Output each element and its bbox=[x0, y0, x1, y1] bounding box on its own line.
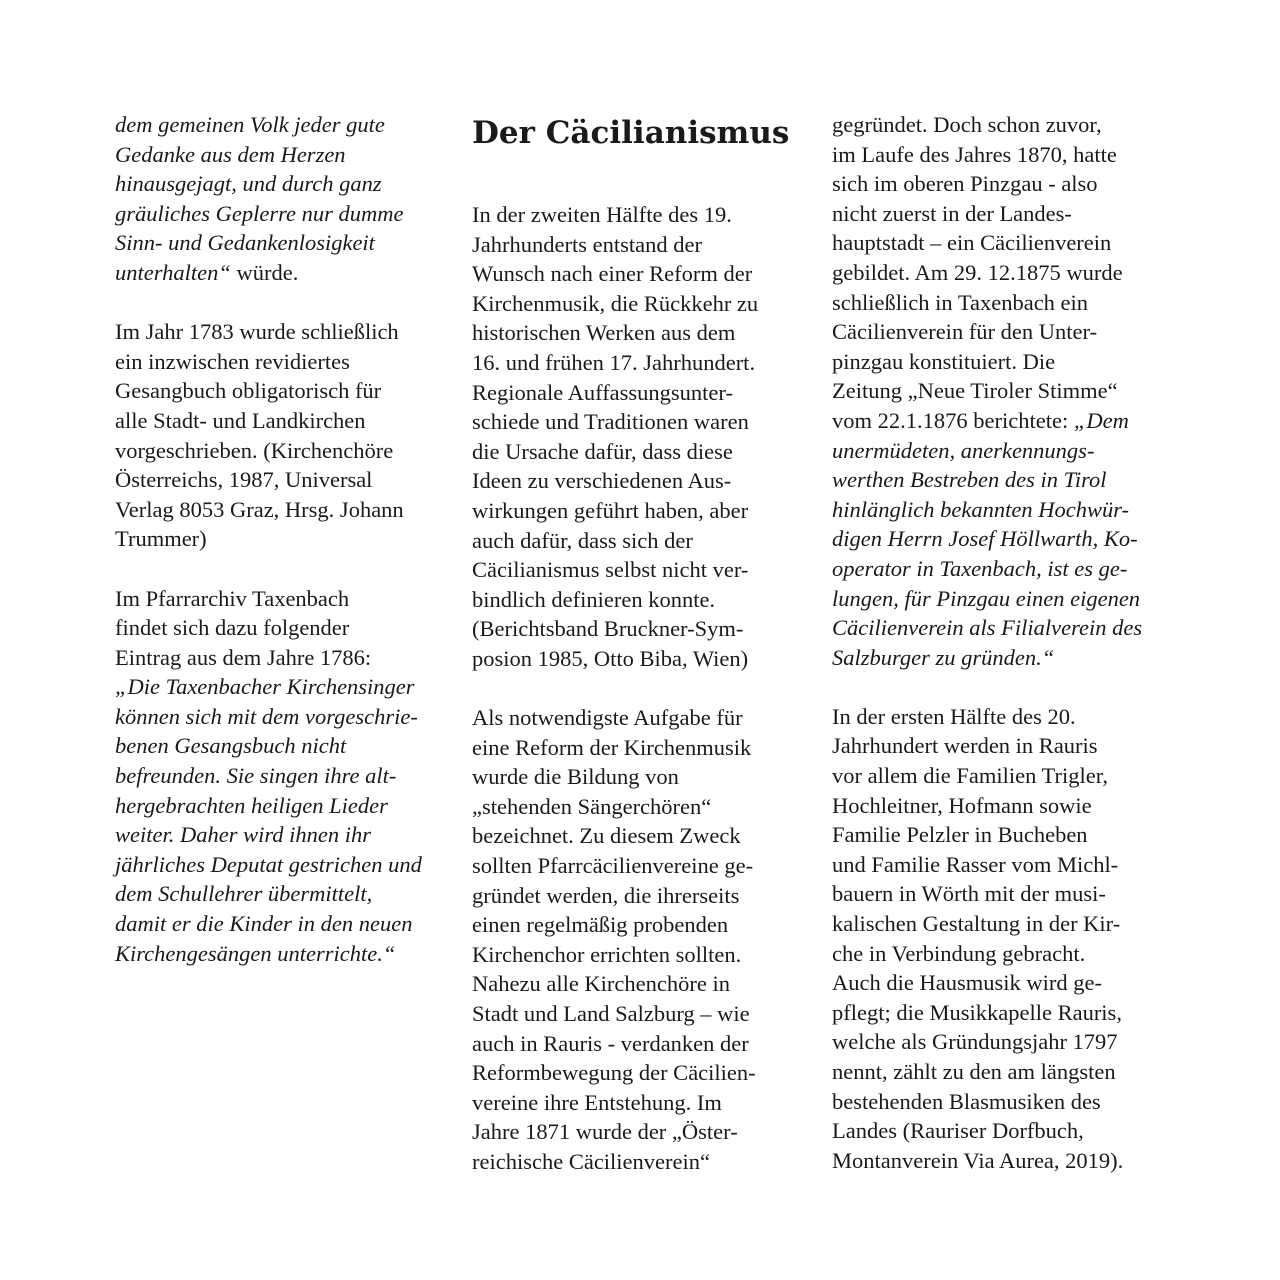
text-line bbox=[472, 614, 812, 644]
text-line bbox=[832, 495, 1177, 525]
text-span: Hochleitner, Hofmann sowie bbox=[832, 792, 1092, 818]
text-span: Stadt und Land Salzburg – wie bbox=[472, 1001, 750, 1027]
text-span: Zeitung „Neue Tiroler Stimme“ bbox=[832, 378, 1118, 404]
text-span: Jahrhunderts entstand der bbox=[472, 231, 702, 257]
text-line bbox=[115, 584, 455, 614]
text-span: che in Verbindung gebracht. bbox=[832, 940, 1086, 966]
text-line bbox=[832, 140, 1177, 170]
italic-text-span: lungen, für Pinzgau einen eigenen bbox=[832, 585, 1141, 611]
text-span: Jahre 1871 wurde der „Öster- bbox=[472, 1119, 738, 1145]
text-line bbox=[115, 879, 455, 909]
text-span: vom 22.1.1876 berichtete: bbox=[832, 407, 1074, 433]
text-line bbox=[472, 703, 812, 733]
italic-text-span: hinlänglich bekannten Hochwür- bbox=[832, 496, 1129, 522]
italic-text-span: dem gemeinen Volk jeder gute bbox=[115, 112, 385, 137]
italic-text-span: Sinn- und Gedankenlosigkeit bbox=[115, 230, 375, 256]
text-line bbox=[472, 1029, 812, 1059]
text-line bbox=[832, 1146, 1177, 1176]
text-line bbox=[472, 318, 812, 348]
text-line bbox=[115, 110, 455, 140]
text-line bbox=[832, 376, 1177, 406]
text-line bbox=[115, 613, 455, 643]
text-span: vereine ihre Entstehung. Im bbox=[472, 1089, 722, 1115]
text-span: schiede und Traditionen waren bbox=[472, 409, 749, 435]
text-span: Gesangbuch obligatorisch für bbox=[115, 378, 382, 404]
italic-text-span: benen Gesangsbuch nicht bbox=[115, 733, 347, 759]
text-line bbox=[115, 347, 455, 377]
text-line bbox=[832, 406, 1177, 436]
text-line bbox=[115, 169, 455, 199]
text-span: gegründet. Doch schon zuvor, bbox=[832, 112, 1102, 137]
text-line bbox=[472, 792, 812, 822]
text-line bbox=[472, 230, 812, 260]
text-line bbox=[832, 317, 1177, 347]
text-line bbox=[472, 526, 812, 556]
text-line bbox=[472, 1088, 812, 1118]
text-line bbox=[832, 613, 1177, 643]
text-span: sollten Pfarrcäcilienvereine ge- bbox=[472, 853, 754, 879]
text-line bbox=[115, 436, 455, 466]
text-span: historischen Werken aus dem bbox=[472, 320, 736, 346]
text-line bbox=[832, 791, 1177, 821]
text-span: Familie Pelzler in Bucheben bbox=[832, 822, 1088, 848]
text-line bbox=[832, 998, 1177, 1028]
text-line bbox=[832, 731, 1177, 761]
text-line bbox=[832, 554, 1177, 584]
text-span: Cäcilienverein für den Unter- bbox=[832, 319, 1098, 345]
text-span: bestehenden Blasmusiken des bbox=[832, 1088, 1101, 1114]
italic-text-span: digen Herrn Josef Höllwarth, Ko- bbox=[832, 526, 1138, 552]
text-line bbox=[472, 259, 812, 289]
text-line bbox=[115, 702, 455, 732]
text-span: auch in Rauris - verdanken der bbox=[472, 1030, 749, 1056]
text-span: findet sich dazu folgender bbox=[115, 615, 350, 641]
text-span: „stehenden Sängerchören“ bbox=[472, 793, 712, 819]
italic-text-span: gräuliches Geplerre nur dumme bbox=[115, 200, 404, 226]
text-span: Als notwendigste Aufgabe für bbox=[472, 705, 743, 731]
text-span: pflegt; die Musikkapelle Rauris, bbox=[832, 999, 1122, 1025]
text-line bbox=[472, 1117, 812, 1147]
text-span: Österreichs, 1987, Universal bbox=[115, 467, 373, 493]
text-span: Im Pfarrarchiv Taxenbach bbox=[115, 585, 350, 611]
italic-text-span: jährliches Deputat gestrichen und bbox=[115, 851, 422, 877]
text-span: eine Reform der Kirchenmusik bbox=[472, 734, 752, 760]
text-line bbox=[832, 850, 1177, 880]
right-text-column bbox=[832, 110, 1177, 1175]
text-line bbox=[115, 850, 455, 880]
text-span: bindlich definieren konnte. bbox=[472, 586, 716, 612]
text-span: vorgeschrieben. (Kirchenchöre bbox=[115, 437, 394, 463]
text-span: bauern in Wörth mit der musi- bbox=[832, 881, 1106, 907]
text-span: reichische Cäcilienverein“ bbox=[472, 1149, 710, 1174]
left-text-column bbox=[115, 110, 455, 968]
text-line bbox=[115, 939, 455, 969]
text-span: Auch die Hausmusik wird ge- bbox=[832, 970, 1102, 996]
text-line bbox=[472, 496, 812, 526]
italic-text-span: weiter. Daher wird ihnen ihr bbox=[115, 822, 372, 848]
text-span: pinzgau konstituiert. Die bbox=[832, 348, 1056, 374]
text-span: würde. bbox=[230, 259, 299, 285]
text-line bbox=[832, 1057, 1177, 1087]
text-line bbox=[115, 199, 455, 229]
italic-text-span: „Dem bbox=[1073, 407, 1129, 433]
paragraph-gap bbox=[115, 554, 455, 584]
text-line bbox=[472, 969, 812, 999]
text-line bbox=[115, 731, 455, 761]
text-line bbox=[472, 348, 812, 378]
text-line bbox=[115, 791, 455, 821]
text-line bbox=[472, 999, 812, 1029]
paragraph-gap bbox=[832, 672, 1177, 702]
text-line bbox=[472, 644, 812, 674]
text-span: wirkungen geführt haben, aber bbox=[472, 497, 749, 523]
text-span: 16. und frühen 17. Jahrhundert. bbox=[472, 349, 756, 375]
text-line bbox=[115, 317, 455, 347]
text-line bbox=[832, 909, 1177, 939]
italic-text-span: hinausgejagt, und durch ganz bbox=[115, 171, 382, 197]
text-line bbox=[472, 289, 812, 319]
italic-text-span: Salzburger zu gründen.“ bbox=[832, 644, 1055, 670]
middle-column-body bbox=[472, 200, 812, 1177]
text-line bbox=[472, 910, 812, 940]
text-line bbox=[115, 909, 455, 939]
text-line bbox=[472, 881, 812, 911]
text-span: vor allem die Familien Trigler, bbox=[832, 763, 1108, 789]
text-line bbox=[832, 761, 1177, 791]
text-line bbox=[832, 1027, 1177, 1057]
text-line bbox=[115, 465, 455, 495]
paragraph-gap bbox=[472, 674, 812, 704]
text-line bbox=[832, 436, 1177, 466]
text-span: welche als Gründungsjahr 1797 bbox=[832, 1029, 1118, 1055]
text-span: Im Jahr 1783 wurde schließlich bbox=[115, 319, 399, 345]
text-line bbox=[472, 200, 812, 230]
text-span: ein inzwischen revidiertes bbox=[115, 348, 350, 374]
text-line bbox=[832, 465, 1177, 495]
text-span: Landes (Rauriser Dorfbuch, bbox=[832, 1118, 1084, 1144]
italic-text-span: „Die Taxenbacher Kirchensinger bbox=[115, 674, 415, 700]
text-span: bezeichnet. Zu diesem Zweck bbox=[472, 823, 741, 849]
text-span: und Familie Rasser vom Michl- bbox=[832, 851, 1119, 877]
text-line bbox=[472, 407, 812, 437]
text-line bbox=[115, 820, 455, 850]
text-line bbox=[472, 821, 812, 851]
text-span: gebildet. Am 29. 12.1875 wurde bbox=[832, 259, 1123, 285]
text-line bbox=[115, 495, 455, 525]
text-line bbox=[832, 228, 1177, 258]
text-line bbox=[832, 347, 1177, 377]
text-span: kalischen Gestaltung in der Kir- bbox=[832, 911, 1121, 937]
text-span: gründet werden, die ihrerseits bbox=[472, 882, 740, 908]
text-span: Reformbewegung der Cäcilien- bbox=[472, 1060, 756, 1086]
text-span: Cäcilianismus selbst nicht ver- bbox=[472, 557, 749, 583]
text-span: In der ersten Hälfte des 20. bbox=[832, 703, 1076, 729]
text-span: Nahezu alle Kirchenchöre in bbox=[472, 971, 730, 997]
text-line bbox=[832, 110, 1177, 140]
text-line bbox=[832, 199, 1177, 229]
text-line bbox=[115, 761, 455, 791]
text-span: einen regelmäßig probenden bbox=[472, 912, 729, 938]
text-line bbox=[472, 940, 812, 970]
text-span: Jahrhundert werden in Rauris bbox=[832, 733, 1098, 759]
text-span: die Ursache dafür, dass diese bbox=[472, 438, 733, 464]
text-span: schließlich in Taxenbach ein bbox=[832, 289, 1089, 315]
italic-text-span: hergebrachten heiligen Lieder bbox=[115, 792, 388, 818]
text-line bbox=[832, 939, 1177, 969]
italic-text-span: operator in Taxenbach, ist es ge- bbox=[832, 555, 1128, 581]
text-span: (Berichtsband Bruckner-Sym- bbox=[472, 616, 744, 642]
text-line bbox=[832, 288, 1177, 318]
text-span: nennt, zählt zu den am längsten bbox=[832, 1059, 1116, 1084]
text-line bbox=[115, 258, 455, 288]
text-line bbox=[115, 228, 455, 258]
text-span: alle Stadt- und Landkirchen bbox=[115, 407, 366, 433]
text-line bbox=[832, 1087, 1177, 1117]
text-line bbox=[115, 406, 455, 436]
italic-text-span: befreunden. Sie singen ihre alt- bbox=[115, 763, 397, 789]
text-span: Ideen zu verschiedenen Aus- bbox=[472, 468, 732, 494]
text-line bbox=[115, 672, 455, 702]
text-span: auch dafür, dass sich der bbox=[472, 527, 693, 553]
text-span: nicht zuerst in der Landes- bbox=[832, 200, 1072, 226]
text-line bbox=[832, 258, 1177, 288]
middle-text-column bbox=[472, 110, 812, 1177]
text-line bbox=[832, 879, 1177, 909]
text-line bbox=[832, 524, 1177, 554]
text-span: Kirchenmusik, die Rückkehr zu bbox=[472, 290, 759, 316]
italic-text-span: können sich mit dem vorgeschrie- bbox=[115, 703, 418, 729]
text-line bbox=[472, 585, 812, 615]
italic-text-span: unterhalten“ bbox=[115, 259, 231, 285]
text-span: Eintrag aus dem Jahre 1786: bbox=[115, 644, 372, 670]
text-line bbox=[472, 762, 812, 792]
italic-text-span: damit er die Kinder in den neuen bbox=[115, 911, 413, 937]
text-line bbox=[115, 376, 455, 406]
text-line bbox=[115, 643, 455, 673]
text-line bbox=[832, 169, 1177, 199]
italic-text-span: Cäcilienverein als Filialverein des bbox=[832, 615, 1143, 641]
text-span: In der zweiten Hälfte des 19. bbox=[472, 202, 732, 227]
text-span: Montanverein Via Aurea, 2019). bbox=[832, 1147, 1124, 1173]
text-span: Kirchenchor errichten sollten. bbox=[472, 941, 742, 967]
text-span: im Laufe des Jahres 1870, hatte bbox=[832, 141, 1117, 167]
italic-text-span: Gedanke aus dem Herzen bbox=[115, 141, 346, 167]
text-line bbox=[472, 1058, 812, 1088]
text-line bbox=[832, 702, 1177, 732]
text-line bbox=[832, 968, 1177, 998]
text-span: wurde die Bildung von bbox=[472, 764, 679, 790]
text-line bbox=[472, 851, 812, 881]
italic-text-span: dem Schullehrer übermittelt, bbox=[115, 881, 373, 907]
text-span: sich im oberen Pinzgau - also bbox=[832, 171, 1098, 197]
text-span: Verlag 8053 Graz, Hrsg. Johann bbox=[115, 496, 404, 522]
text-span: hauptstadt – ein Cäcilienverein bbox=[832, 230, 1112, 256]
text-line bbox=[472, 466, 812, 496]
text-line bbox=[832, 1116, 1177, 1146]
text-line bbox=[472, 555, 812, 585]
paragraph-gap bbox=[115, 288, 455, 318]
text-line bbox=[472, 378, 812, 408]
text-line bbox=[115, 524, 455, 554]
italic-text-span: unermüdeten, anerkennungs- bbox=[832, 437, 1095, 463]
text-span: Wunsch nach einer Reform der bbox=[472, 261, 753, 287]
text-line bbox=[472, 733, 812, 763]
text-line bbox=[832, 820, 1177, 850]
text-span: Trummer) bbox=[115, 526, 207, 552]
text-line bbox=[472, 437, 812, 467]
text-line bbox=[832, 643, 1177, 673]
text-span: Regionale Auffassungsunter- bbox=[472, 379, 733, 405]
text-line bbox=[832, 584, 1177, 614]
text-line bbox=[472, 1147, 812, 1177]
page-title: Der Cäcilianismus bbox=[472, 115, 790, 151]
text-span: posion 1985, Otto Biba, Wien) bbox=[472, 645, 749, 671]
text-line bbox=[115, 140, 455, 170]
italic-text-span: Kirchengesängen unterrichte.“ bbox=[115, 940, 396, 966]
italic-text-span: werthen Bestreben des in Tirol bbox=[832, 467, 1107, 493]
